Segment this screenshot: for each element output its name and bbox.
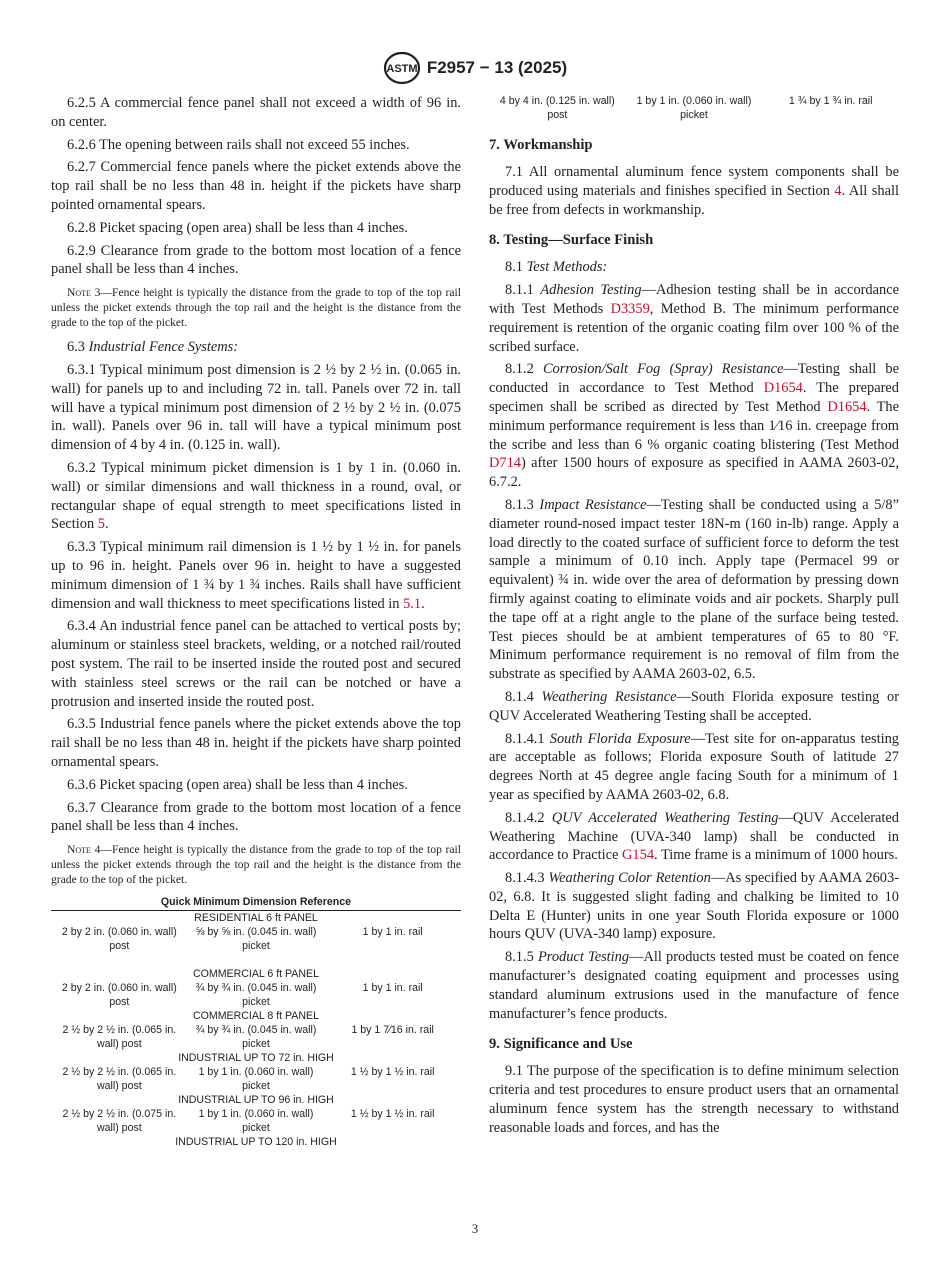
table-section-industrial-120: INDUSTRIAL UP TO 120 in. HIGH: [175, 1136, 337, 1149]
para-8-1-4-2: [489, 809, 899, 865]
para-6-3-2-end: .: [104, 516, 109, 533]
para-8-1-2-title: Corrosion/Salt Fog (Spray) Resistance: [542, 361, 784, 378]
astm-logo-icon: [383, 51, 421, 85]
para-6-3-3-end: .: [421, 595, 425, 612]
para-8-1-4: [489, 688, 899, 726]
section-9-heading: 9. Significance and Use: [489, 1036, 633, 1053]
para-8-1-4-1-text: —Test site for on-apparatus testing are acceptable as follows; Florida exposure South of latitude 27 degrees North at 45 degree angle facing South for a minimum of 1 year as specified by AAMA 2603-02, 6.8.: [489, 730, 900, 803]
table-cell-post: 4 by 4 in. (0.125 in. wall) post: [499, 95, 615, 121]
para-8-1-4-3: [489, 869, 899, 944]
para-8-1-2-text: —Testing shall be conducted in accordance to Test Method: [489, 361, 899, 397]
table-section-residential-6ft: RESIDENTIAL 6 ft PANEL: [194, 912, 318, 925]
d714-link[interactable]: D714: [489, 455, 521, 472]
para-6-3-7: 6.3.7 Clearance from grade to the bottom most location of a fence panel shall be less than 4 inches.: [51, 799, 461, 835]
dimension-reference-table: [51, 895, 461, 1149]
para-8-1-5-title: Product Testing: [537, 949, 630, 966]
para-8-1-4-number: 8.1.4: [505, 688, 534, 705]
page-number: 3: [471, 1222, 479, 1236]
para-8-1-4-1-title: South Florida Exposure: [549, 730, 691, 747]
para-8-1-4-3-title: Weathering Color Retention: [548, 870, 711, 887]
para-8-1-4-3-number: 8.1.4.3: [505, 870, 545, 887]
para-8-1-4-2-title: QUV Accelerated Weathering Testing: [551, 809, 779, 826]
para-8-1-4-2-end: . Time frame is a minimum of 1000 hours.: [654, 847, 898, 864]
table-row: [51, 1107, 461, 1135]
table-cell-post: 2 by 2 in. (0.060 in. wall) post: [61, 982, 177, 1009]
d1654-link[interactable]: D1654: [763, 380, 803, 397]
para-6-3-1: 6.3.1 Typical minimum post dimension is 2 ½ by 2 ½ in. (0.065 in. wall) for panels up to and including 72 in. tall. Panels over 72 in. tall will have a typical minimum post dimension of 2 ½ by 2 ½ in. (0.075 in. wall). Panels over 96 in. tall will have a typical minimum post dimension of 4 by 4 in. (0.125 in. wall).: [51, 361, 461, 454]
para-8-1-5-text: —All products tested must be coated on fence manufacturer’s designated coating equipment and processes using standard aluminum extrusions used in the manufacture of fence manufacturer’s fence products.: [489, 949, 900, 1022]
para-6-2-8: 6.2.8 Picket spacing (open area) shall be less than 4 inches.: [67, 219, 408, 236]
table-section-commercial-6ft: COMMERCIAL 6 ft PANEL: [193, 968, 319, 981]
table-cell-post: 2 ½ by 2 ½ in. (0.065 in. wall) post: [62, 1066, 177, 1093]
table-cell-picket: ⅝ by ⅝ in. (0.045 in. wall) picket: [195, 926, 317, 953]
section-7-heading: 7. Workmanship: [489, 137, 593, 153]
section-8-heading: 8. Testing—Surface Finish: [489, 232, 654, 249]
para-6-2-6: 6.2.6 The opening between rails shall not exceed 55 inches.: [67, 136, 410, 153]
para-8-1-3-number: 8.1.3: [505, 496, 534, 513]
table-cell-rail: 1 ½ by 1 ½ in. rail: [350, 1066, 435, 1079]
para-8-1-1-title: Adhesion Testing: [540, 282, 642, 299]
table-cell-post: 2 by 2 in. (0.060 in. wall) post: [61, 926, 177, 953]
section-5-1-link[interactable]: 5.1: [403, 595, 422, 612]
para-8-1-title: Test Methods:: [526, 259, 608, 276]
para-8-1-4-2-number: 8.1.4.2: [505, 809, 545, 826]
table-section-commercial-8ft: COMMERCIAL 8 ft PANEL: [193, 1010, 319, 1023]
section-5-link[interactable]: 5: [97, 516, 105, 533]
para-6-3-6: 6.3.6 Picket spacing (open area) shall be less than 4 inches.: [67, 776, 408, 793]
para-8-1-4-1-number: 8.1.4.1: [505, 730, 545, 747]
table-cell-post: 2 ½ by 2 ½ in. (0.065 in. wall) post: [62, 1024, 177, 1051]
table-cell-rail: 1 by 1 in. rail: [362, 926, 423, 939]
table-section-industrial-72: INDUSTRIAL UP TO 72 in. HIGH: [178, 1052, 334, 1065]
logo-text: ASTM: [386, 63, 418, 75]
para-7-1-end: . All shall be free from defects in workmanship.: [489, 182, 899, 218]
para-6-3-2-text: 6.3.2 Typical minimum picket dimension is 1 by 1 in. (0.060 in. wall) or similar dimensions and wall thickness in a round, oval, or rectangular shape of equal strength to meet specifications listed in Section: [51, 459, 461, 533]
left-column: [51, 94, 461, 1149]
section-4-link[interactable]: 4: [834, 182, 842, 199]
table-cell-post: 2 ½ by 2 ½ in. (0.075 in. wall) post: [62, 1108, 177, 1135]
para-7-1-text: 7.1 All ornamental aluminum fence system components shall be produced using materials and finishes specified in Section: [489, 164, 899, 199]
para-8-1-number: 8.1: [505, 259, 523, 276]
para-8-1-4-2-text: —QUV Accelerated Weathering Machine (UVA-340 lamp) shall be conducted in accordance to Practice: [489, 809, 899, 864]
note-4-text: —Fence height is typically the distance from the grade to top of the top rail unless the picket extends through the top rail and the height is the distance from the grade to the top of the picket.: [51, 843, 461, 887]
para-8-1: [489, 258, 899, 277]
para-8-1-1-text: —Adhesion testing shall be in accordance with Test Methods: [489, 282, 899, 317]
para-6-3-number: 6.3: [67, 339, 85, 356]
d1654-link[interactable]: D1654: [827, 398, 867, 415]
para-8-1-4-text: —South Florida exposure testing or QUV Accelerated Weathering Testing shall be accepted.: [489, 688, 899, 724]
document-id: F2957 − 13 (2025): [426, 58, 568, 77]
table-title: Quick Minimum Dimension Reference: [51, 895, 461, 911]
note-3-label: Note 3: [67, 286, 101, 300]
para-8-1-1-number: 8.1.1: [505, 282, 534, 299]
para-8-1-4-1: [489, 730, 899, 805]
table-row: [51, 981, 461, 1009]
table-cell-rail: 1 ½ by 1 ½ in. rail: [350, 1108, 435, 1121]
note-3: [51, 285, 461, 330]
table-row: [51, 925, 461, 953]
para-6-3-title: Industrial Fence Systems:: [88, 339, 239, 356]
table-row: [51, 1065, 461, 1093]
para-9-1: 9.1 The purpose of the specification is to define minimum selection criteria and test procedures to ensure product users that an ornamental aluminum fence system has the strength necessary to withstand reasonable loads and forces, and has the: [489, 1063, 899, 1136]
note-4-label: Note 4: [67, 843, 101, 857]
para-6-3: [51, 338, 461, 357]
table-cell-picket: 1 by 1 in. (0.060 in. wall) picket: [198, 1108, 314, 1135]
para-8-1-4-title: Weathering Resistance: [541, 688, 677, 705]
table-cell-picket: ¾ by ¾ in. (0.045 in. wall) picket: [195, 982, 317, 1009]
table-cell-picket: 1 by 1 in. (0.060 in. wall) picket: [636, 95, 752, 121]
para-6-3-5: 6.3.5 Industrial fence panels where the picket extends above the top rail shall be no less than 48 in. height if the pickets have sharp pointed ornamental spears.: [51, 716, 461, 770]
para-6-3-4: 6.3.4 An industrial fence panel can be attached to vertical posts by; aluminum or stainless steel brackets, welding, or a notched rail/routed post system. The rail to be inserted inside the routed post and secured with stainless steel screws or the rail can be notched or have a protrusion and inserted inside the routed post.: [51, 618, 461, 710]
para-8-1-1: [489, 281, 899, 356]
table-row: [51, 1023, 461, 1051]
right-column: [489, 94, 899, 1142]
para-8-1-5-number: 8.1.5: [505, 949, 534, 966]
para-6-3-3-text: 6.3.3 Typical minimum rail dimension is 1 ½ by 1 ½ in. for panels up to 96 in. height. Panels over 96 in. height to have a suggested minimum dimension of 1 ¾ by 1 ¾ inches. Rails shall have sufficient dimension and wall thickness to meet specifications listed in: [51, 539, 461, 612]
para-8-1-3: [489, 496, 899, 684]
para-8-1-5: [489, 948, 899, 1023]
table-cell-rail: 1 ¾ by 1 ¾ in. rail: [788, 95, 873, 107]
para-6-3-3: [51, 538, 461, 613]
para-6-2-5: 6.2.5 A commercial fence panel shall not exceed a width of 96 in. on center.: [51, 95, 461, 130]
para-8-1-3-text: —Testing shall be conducted using a 5/8” diameter round-nosed impact tester 18N-m (160 in-lb) range. Apply a load directly to the coated surface of sufficient force to deform the test sample a minimum of 0.10 inch. Apply tape (Permacel 99 or equivalent) ¾ in. wide over the area of deformation by pressing down firmly against coating to eliminate voids and air pockets. Sharply pull the tape off at a right angle to the plane of the surface being tested. Test pieces should be at ambient temperatures of 65 to 80 °F. Minimum performance requirement is no removal of film from the substrate as specified by AAMA 2603-02, 6.5.: [489, 496, 899, 683]
d3359-link[interactable]: D3359: [610, 300, 650, 317]
page-header: [0, 50, 950, 86]
note-4: [51, 842, 461, 887]
table-cell-rail: 1 by 1 7⁄16 in. rail: [351, 1024, 434, 1037]
para-6-2-7: 6.2.7 Commercial fence panels where the picket extends above the top rail shall be no less than 48 in. height if the pickets have sharp pointed ornamental spears.: [51, 159, 461, 213]
para-8-1-1-end: , Method B. The minimum performance requirement is retention of the organic coating film over 100 % of the scribed surface.: [489, 300, 899, 355]
g154-link[interactable]: G154: [622, 847, 655, 864]
para-6-2-9: 6.2.9 Clearance from grade to the bottom most location of a fence panel shall be less than 4 inches.: [51, 242, 461, 278]
table-cell-picket: 1 by 1 in. (0.060 in. wall) picket: [198, 1066, 314, 1093]
table-cell-rail: 1 by 1 in. rail: [362, 982, 423, 995]
table-section-industrial-96: INDUSTRIAL UP TO 96 in. HIGH: [178, 1094, 334, 1107]
para-8-1-2-end: ) after 1500 hours of exposure as specified in AAMA 2603-02, 6.7.2.: [489, 455, 899, 491]
table-cell-picket: ¾ by ¾ in. (0.045 in. wall) picket: [195, 1024, 317, 1051]
para-8-1-2: [489, 360, 899, 492]
para-8-1-3-title: Impact Resistance: [539, 496, 647, 513]
para-8-1-4-3-text: —As specified by AAMA 2603-02, 6.8. It is suggested slight fading and chalking be limited to 10 Delta E (Hunter) units in one year South Florida exposure or 1000 hours QUV (UVA-340 lamp) exposure.: [489, 870, 899, 943]
para-7-1: [489, 163, 899, 219]
para-8-1-2-text-3: . The minimum performance requirement is less than 1⁄16 in. creepage from the scribe and less than 6 % organic coating blistering (Test Method: [489, 398, 900, 453]
para-8-1-2-text-2: . The prepared specimen shall be scribed as directed by Test Method: [489, 380, 899, 415]
table-row-continued: [489, 94, 899, 122]
note-3-text: —Fence height is typically the distance from the grade to top of the top rail unless the picket extends through the top rail and the height is the distance from the grade to the top of the picket.: [51, 286, 461, 330]
para-8-1-2-number: 8.1.2: [505, 361, 534, 378]
para-6-3-2: [51, 459, 461, 534]
